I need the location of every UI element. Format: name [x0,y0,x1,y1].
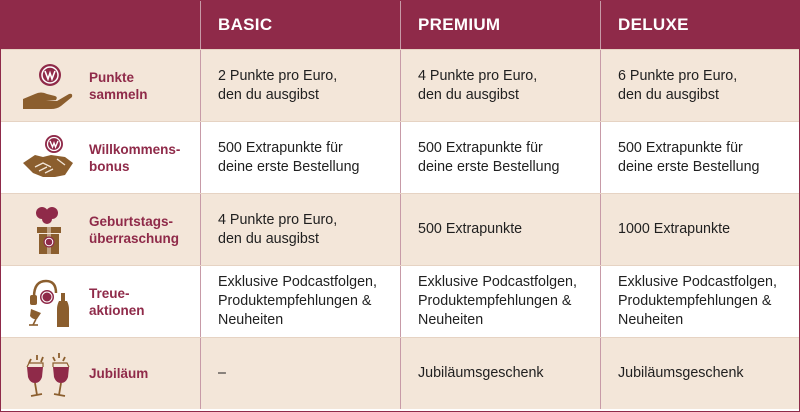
premium-value: Exklusive Podcastfolgen, Produktempfehlungen & Neuheiten [401,266,601,337]
feature-label: Willkommens- bonus [89,141,181,174]
feature-label: Punkte sammeln [89,69,148,102]
deluxe-value: Jubiläumsgeschenk [618,365,744,381]
feature-cell [1,266,201,337]
feature-label: Treue- aktionen [89,285,145,318]
deluxe-value: 500 Extrapunkte für deine erste Bestellung [618,139,760,175]
gift-icon [19,204,77,256]
header-basic: BASIC [201,1,401,49]
basic-value: 4 Punkte pro Euro, den du ausgibst [201,194,401,265]
deluxe-value: 6 Punkte pro Euro, den du ausgibst [618,67,738,103]
table-row [1,49,799,121]
table-row [1,193,799,265]
feature-label: Geburtstags- überraschung [89,213,180,246]
basic-value: 500 Extrapunkte für deine erste Bestellung [201,122,401,193]
basic-value: – [201,338,401,409]
feature-label: Jubiläum [89,366,149,381]
feature-cell [1,194,201,265]
feature-cell [1,122,201,193]
premium-value: Jubiläumsgeschenk [401,338,601,409]
hand-with-coin-icon [19,60,77,112]
handshake-icon [19,132,77,184]
wine-glasses-toast-icon [19,348,77,400]
feature-cell [1,50,201,121]
premium-value: 500 Extrapunkte [401,194,601,265]
table-row [1,337,799,409]
table-row [1,121,799,193]
basic-value: Exklusive Podcastfolgen, Produktempfehlungen & Neuheiten [201,266,401,337]
headphones-wine-icon [19,276,77,328]
basic-value: 2 Punkte pro Euro, den du ausgibst [201,50,401,121]
header-premium: PREMIUM [401,1,601,49]
feature-cell [1,338,201,409]
premium-value: 500 Extrapunkte für deine erste Bestellung [401,122,601,193]
deluxe-value: 1000 Extrapunkte [618,221,731,237]
deluxe-value: Exklusive Podcastfolgen, Produktempfehlungen & Neuheiten [618,274,777,328]
table-header-row [1,1,799,49]
premium-value: 4 Punkte pro Euro, den du ausgibst [401,50,601,121]
table-row [1,265,799,337]
header-empty-cell [1,1,201,49]
header-deluxe: DELUXE [618,15,689,34]
